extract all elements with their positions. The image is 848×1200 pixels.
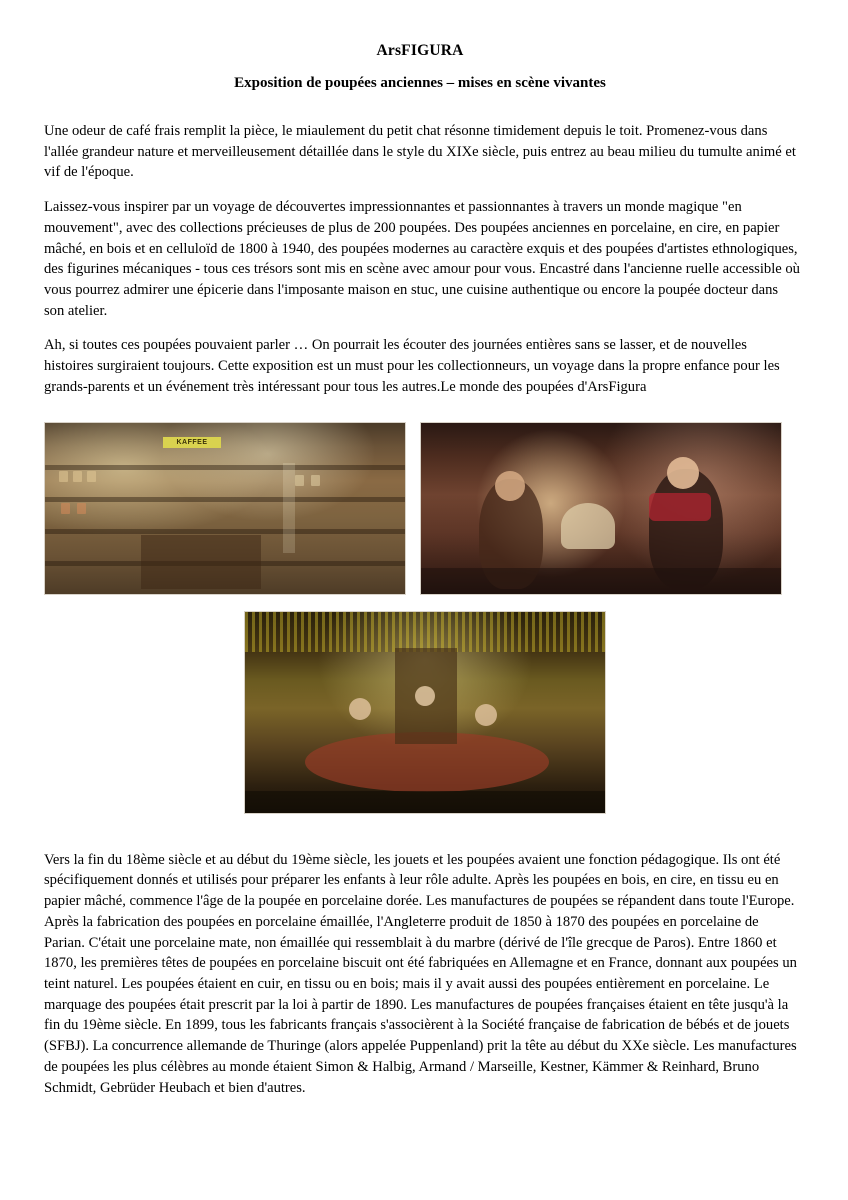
paragraph-3: Ah, si toutes ces poupées pouvaient parler … On pourrait les écouter des journées entières sans se lasser, et de nouvelles histoires surgiraient toujours. Cette exposition est un must pour les collectionneurs, un voyage dans la propre enfance pour les grands-parents et un événement très intéressant pour tous les autres.Le monde des poupées d'ArsFigura — [44, 337, 780, 395]
photo-carousel-scene — [244, 611, 606, 814]
paragraph-1: Une odeur de café frais remplit la pièce, le miaulement du petit chat résonne timidement depuis le toit. Promenez-vous dans l'allée grandeur nature et merveilleusement détaillée dans le style du XIXe siècle, puis entrez au beau milieu du tumulte animé et vif de l'époque. — [44, 123, 796, 181]
photo-bar-scene — [420, 422, 782, 595]
shop-sign-label: KAFFEE — [163, 437, 221, 448]
page-subtitle: Exposition de poupées anciennes – mises en scène vivantes — [234, 75, 606, 91]
image-row-top — [40, 422, 800, 595]
image-row-bottom — [40, 611, 800, 814]
paragraph-2: Laissez-vous inspirer par un voyage de découvertes impressionnantes et passionnantes à travers un monde magique "en mouvement", avec des collections précieuses de plus de 200 poupées. Des poupées anciennes en porcelaine, en cire, en papier mâché, en bois et en celluloïd de 1800 à 1940, des poupées modernes au caractère exquis et des poupées d'artistes ethnologiques, des figurines mécaniques - tous ces trésors sont mis en scène avec amour pour vous. Encastré dans l'ancienne ruelle accessible où vous pourrez admirer une épicerie dans l'imposante maison en stuc, une cuisine authentique ou encore la poupée docteur dans son atelier. — [44, 199, 800, 319]
closing-paragraph: Vers la fin du 18ème siècle et au début du 19ème siècle, les jouets et les poupées avaient une fonction pédagogique. Ils ont été spécifiquement donnés et utilisés pour préparer les enfants à leur rôle adulte. Après les poupées en bois, en cire, en tissu eu en papier mâché, commence l'âge de la poupée en porcelaine dorée. Les manufactures de poupées se répandent dans toute l'Europe. Après la fabrication des poupées en porcelaine émaillée, l'Angleterre produit de 1850 à 1870 des poupées en porcelaine de Parian. C'était une porcelaine mate, non émaillée qui ressemblait à du marbre (dérivé de l'île grecque de Paros). Entre 1860 et 1870, les premières têtes de poupées en porcelaine biscuit ont été fabriquées en Allemagne et en France, donnant aux poupées un teint naturel. Les poupées étaient en cuir, en tissu ou en bois; mais il y avait aussi des poupées entièrement en porcelaine. Le marquage des poupées était prescrit par la loi à partir de 1890. Les manufactures de poupées françaises étaient en tête jusqu'à la fin du 19ème siècle. En 1899, tous les fabricants français s'associèrent à la Société française de fabrication de bébés et de jouets (SFBJ). La concurrence allemande de Thuringe (alors appelée Puppenland) prit la tête au début du XXe siècle. Les manufactures de poupées les plus célèbres au monde étaient Simon & Halbig, Armand / Marseille, Kestner, Kämmer & Reinhard, Bruno Schmidt, Gebrüder Heubach et bien d'autres. — [44, 851, 797, 1096]
page-title: ArsFIGURA — [376, 42, 464, 59]
photo-grocery-shop — [44, 422, 406, 595]
